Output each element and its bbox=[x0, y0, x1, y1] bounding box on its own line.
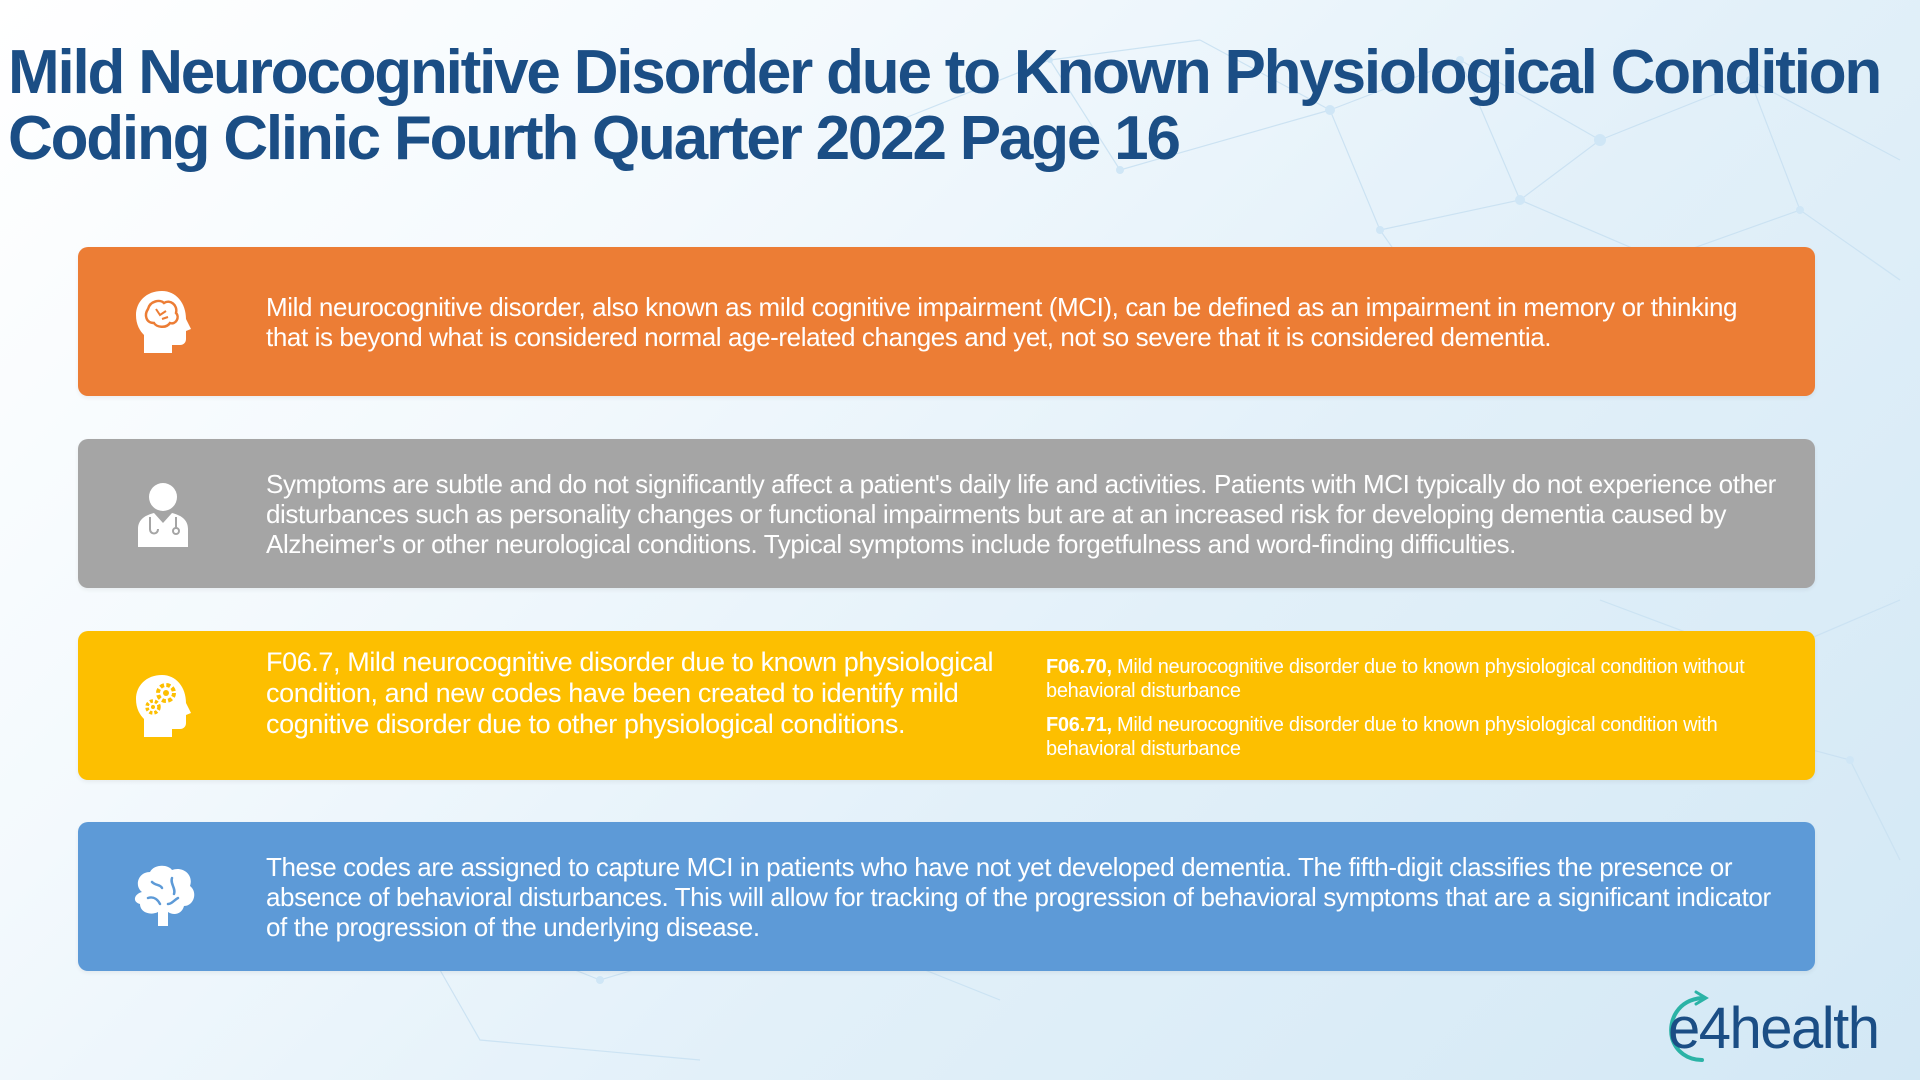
codes-card bbox=[78, 631, 1815, 780]
codes-intro-text: F06.7, Mild neurocognitive disorder due to known physiological condition, and new codes have been created to identify mild cognitive disorder due to other physiological conditions. bbox=[266, 647, 994, 739]
doctor-icon bbox=[128, 479, 198, 549]
code-f0671: F06.71, bbox=[1046, 714, 1112, 736]
brain-head-icon bbox=[128, 287, 198, 357]
tracking-card bbox=[78, 822, 1815, 971]
code-f0670: F06.70, bbox=[1046, 656, 1112, 678]
code-f0670-desc: Mild neurocognitive disorder due to known physiological condition without behavioral disturbance bbox=[1046, 656, 1745, 702]
page-title bbox=[8, 40, 1880, 172]
code-f0671-desc: Mild neurocognitive disorder due to known physiological condition with behavioral disturbance bbox=[1046, 714, 1718, 760]
tracking-text: These codes are assigned to capture MCI in patients who have not yet developed dementia. The fifth-digit classifies the presence or absence of behavioral disturbances. This will allow for tracking of the progression of behavioral symptoms that are a significant indicator of the progression of the underlying disease. bbox=[266, 851, 1771, 942]
code-entry-f0670 bbox=[1046, 655, 1746, 703]
title-line-2: Coding Clinic Fourth Quarter 2022 Page 16 bbox=[8, 104, 1179, 173]
brain-icon bbox=[128, 862, 198, 932]
symptoms-text: Symptoms are subtle and do not significantly affect a patient's daily life and activities. Patients with MCI typically do not experience other disturbances such as personality changes or functional impairments but are at an increased risk for developing dementia caused by Alzheimer's or other neurological conditions. Typical symptoms include forgetfulness and word-finding difficulties. bbox=[266, 468, 1776, 559]
definition-text: Mild neurocognitive disorder, also known as mild cognitive impairment (MCI), can be defined as an impairment in memory or thinking that is beyond what is considered normal age-related changes and yet, not so severe that it is considered dementia. bbox=[266, 291, 1738, 352]
codes-content bbox=[266, 631, 1785, 780]
gears-head-icon bbox=[128, 671, 198, 741]
title-line-1: Mild Neurocognitive Disorder due to Known Physiological Condition bbox=[8, 38, 1881, 107]
code-entry-f0671 bbox=[1046, 713, 1746, 761]
symptoms-card bbox=[78, 439, 1815, 588]
definition-card bbox=[78, 247, 1815, 396]
e4health-logo: e4health bbox=[1668, 996, 1879, 1061]
